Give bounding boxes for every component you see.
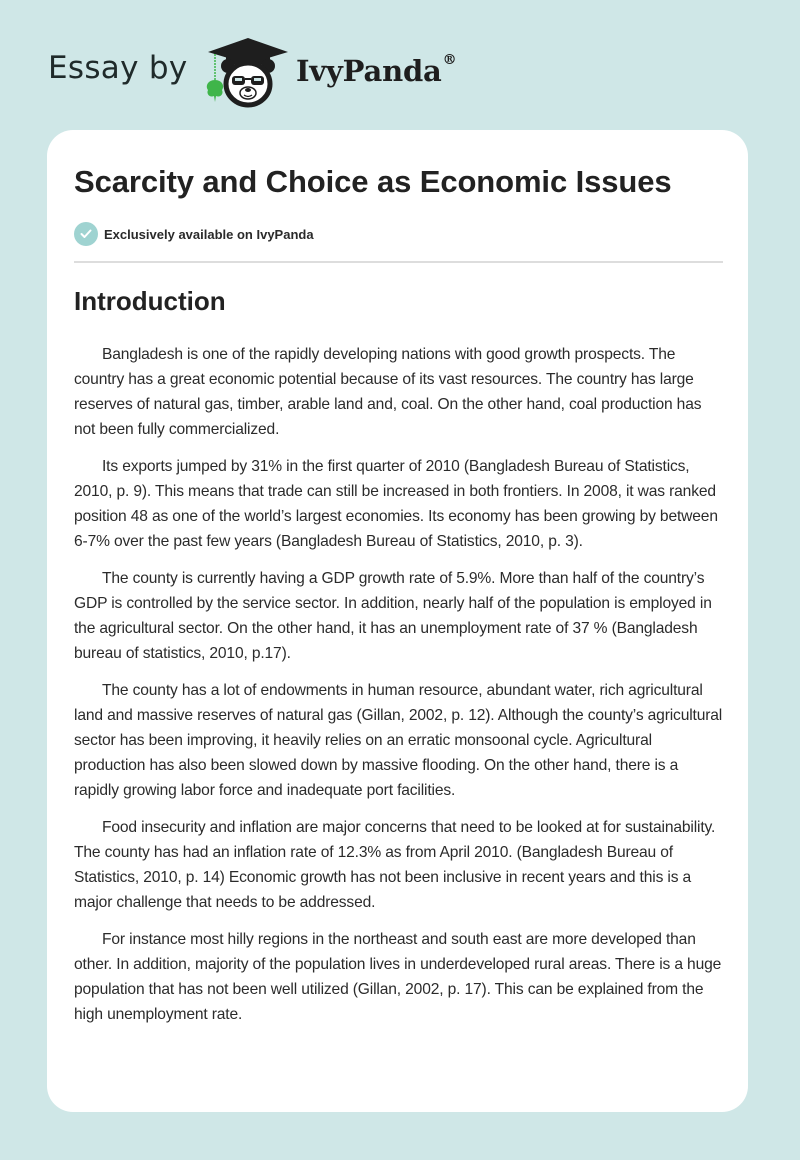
essay-by-label: Essay by	[48, 50, 188, 86]
essay-card	[47, 130, 748, 1112]
essay-body	[74, 342, 726, 1039]
paragraph: The county is currently having a GDP growth rate of 5.9%. More than half of the country’s GDP is controlled by the service sector. In addition, nearly half of the population is employed in the agricultural sector. On the other hand, it has an unemployment rate of 37 % (Bangladesh bureau of statistics, 2010, p.17).	[74, 570, 712, 662]
check-icon	[74, 222, 98, 246]
exclusive-label: Exclusively available on IvyPanda	[104, 226, 314, 242]
paragraph: Bangladesh is one of the rapidly developing nations with good growth prospects. The country has a great economic potential because of its vast resources. The country has large reserves of natural gas, timber, arable land and, coal. On the other hand, coal production has not been fully commercialized.	[74, 346, 702, 438]
page-title: Scarcity and Choice as Economic Issues	[74, 164, 672, 199]
exclusive-badge	[74, 222, 314, 246]
section-heading: Introduction	[74, 286, 226, 316]
paragraph: Food insecurity and inflation are major concerns that need to be looked at for sustainability. The county has had an inflation rate of 12.3% as from April 2010. (Bangladesh Bureau of Statistics, 2010, p. 14) Economic growth has not been inclusive in recent years and this is a major challenge that needs to be addressed.	[74, 819, 716, 911]
brand-logo-text[interactable]: IvyPanda®	[296, 52, 457, 88]
panda-graduate-icon[interactable]	[202, 36, 294, 110]
divider	[74, 261, 723, 263]
paragraph: The county has a lot of endowments in human resource, abundant water, rich agricultural land and massive reserves of natural gas (Gillan, 2002, p. 12). Although the county’s agricultural sector has been improving, it heavily relies on an erratic monsoonal cycle. Agricultural production has also been slowed down by massive flooding. On the other hand, there is a rapidly growing labor force and inadequate port facilities.	[74, 682, 723, 799]
paragraph: Its exports jumped by 31% in the first quarter of 2010 (Bangladesh Bureau of Statistics, 2010, p. 9). This means that trade can still be increased in both frontiers. In 2008, it was ranked position 48 as one of the world’s largest economies. Its economy has been growing by between 6-7% over the past few years (Bangladesh Bureau of Statistics, 2010, p. 3).	[74, 458, 718, 550]
site-header	[0, 0, 800, 130]
paragraph: For instance most hilly regions in the northeast and south east are more developed than other. In addition, majority of the population lives in underdeveloped rural areas. There is a huge population that has not been well utilized (Gillan, 2002, p. 17). This can be explained from the high unemployment rate.	[74, 931, 722, 1023]
